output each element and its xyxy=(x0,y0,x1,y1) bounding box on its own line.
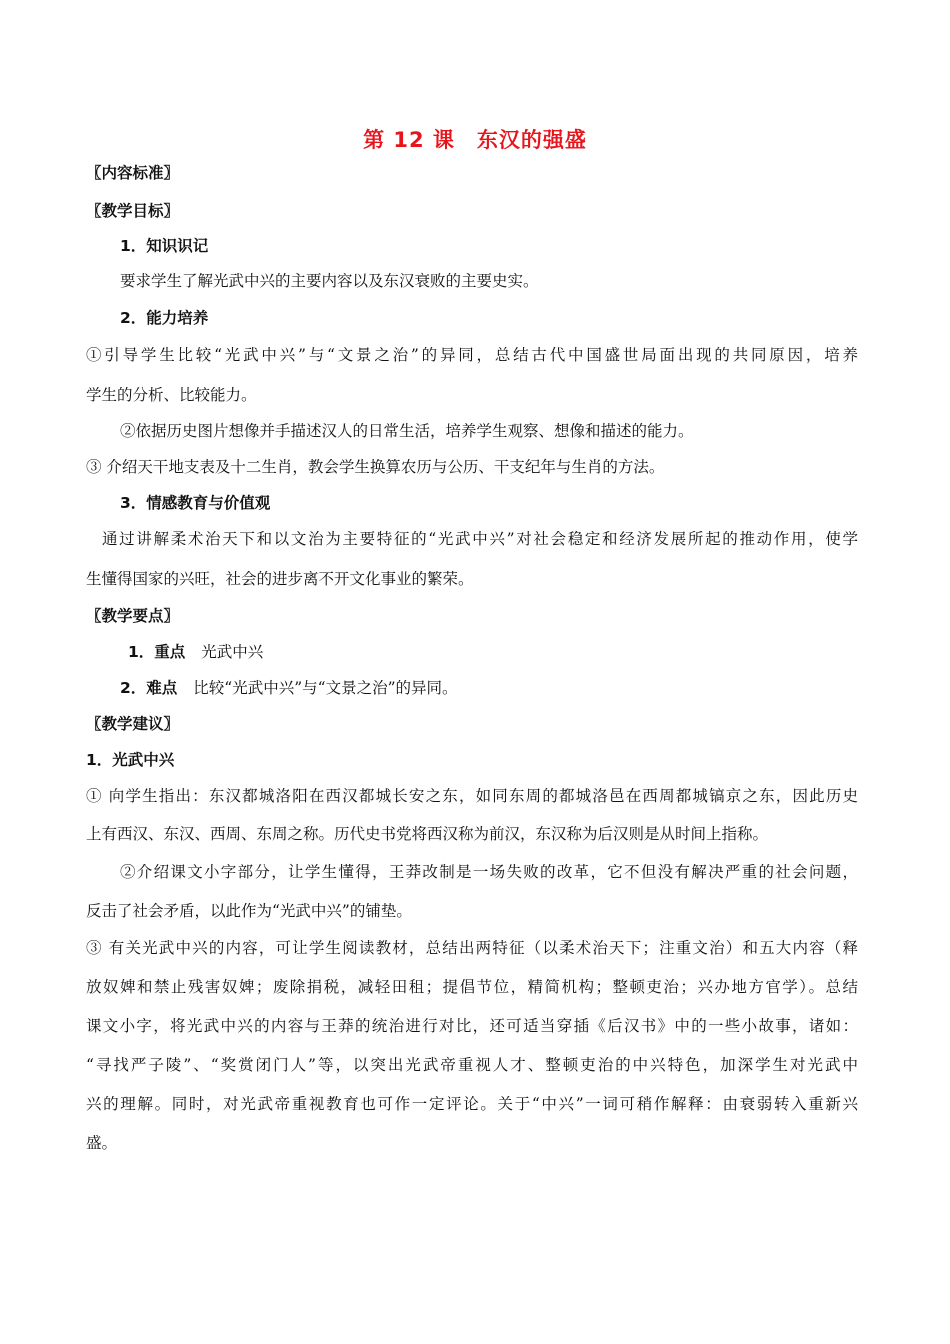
goal-knowledge-text: 要求学生了解光武中兴的主要内容以及东汉衰败的主要史实。 xyxy=(120,272,539,290)
heading-teaching-points: 〖教学要点〗 xyxy=(86,607,180,625)
goal-ability-3: ③ 介绍天干地支表及十二生肖，教会学生换算农历与公历、干支纪年与生肖的方法。 xyxy=(86,458,665,476)
suggestion-p3-line3: 课文小字，将光武中兴的内容与王莽的统治进行对比，还可适当穿插《后汉书》中的一些小故事，诸如： xyxy=(86,1017,858,1035)
goal-emotion-title: 3．情感教育与价值观 xyxy=(120,494,271,512)
point-key-text: 光武中兴 xyxy=(201,643,264,661)
heading-content-standard: 〖内容标准〗 xyxy=(86,164,180,182)
point-difficult xyxy=(120,678,458,698)
goal-ability-title: 2．能力培养 xyxy=(120,309,209,327)
goal-knowledge-title: 1．知识识记 xyxy=(120,237,209,255)
suggestion-p3-line2: 放奴婢和禁止残害奴婢；废除捐税，减轻田租；提倡节位，精简机构；整顿吏治；兴办地方官学）。总结 xyxy=(86,978,858,996)
goal-ability-1-line2: 学生的分析、比较能力。 xyxy=(86,386,257,404)
goal-emotion-line2: 生懂得国家的兴旺，社会的进步离不开文化事业的繁荣。 xyxy=(86,570,474,588)
suggestion-p3-line4: “寻找严子陵”、“奖赏闭门人”等，以突出光武帝重视人才、整顿吏治的中兴特色，加深学生对光武中 xyxy=(86,1056,858,1074)
point-difficult-label: 2．难点 xyxy=(120,679,178,697)
lesson-title: 第 12 课 东汉的强盛 xyxy=(363,128,587,152)
point-key-label: 1．重点 xyxy=(128,643,186,661)
suggestion-p1-line1: ① 向学生指出：东汉都城洛阳在西汉都城长安之东，如同东周的都城洛邑在西周都城镐京之东，因此历史 xyxy=(86,787,858,805)
suggestion-p3-line5: 兴的理解。同时，对光武帝重视教育也可作一定评论。关于“中兴”一词可稍作解释：由衰弱转入重新兴 xyxy=(86,1095,858,1113)
point-difficult-text: 比较“光武中兴”与“文景之治”的异同。 xyxy=(193,679,458,697)
suggestion-p3-line6: 盛。 xyxy=(86,1134,118,1152)
suggestion-p1-line2: 上有西汉、东汉、西周、东周之称。历代史书党将西汉称为前汉，东汉称为后汉则是从时间上指称。 xyxy=(86,825,769,843)
goal-ability-1-line1: ①引导学生比较“光武中兴”与“文景之治”的异同，总结古代中国盛世局面出现的共同原因，培养 xyxy=(86,346,858,364)
goal-ability-2: ②依据历史图片想像并手描述汉人的日常生活，培养学生观察、想像和描述的能力。 xyxy=(120,422,694,440)
point-key xyxy=(128,642,263,662)
heading-teaching-suggestions: 〖教学建议〗 xyxy=(86,715,180,733)
suggestion-p2-line1: ②介绍课文小字部分，让学生懂得，王莽改制是一场失败的改革，它不但没有解决严重的社会问题， xyxy=(120,863,858,881)
heading-teaching-goals: 〖教学目标〗 xyxy=(86,202,180,220)
suggestion-section1-title: 1．光武中兴 xyxy=(86,751,175,769)
goal-emotion-line1: 通过讲解柔术治天下和以文治为主要特征的“光武中兴”对社会稳定和经济发展所起的推动作用，使学 xyxy=(102,530,858,548)
suggestion-p3-line1: ③ 有关光武中兴的内容，可让学生阅读教材，总结出两特征（以柔术治天下；注重文治）和五大内容（释 xyxy=(86,939,858,957)
suggestion-p2-line2: 反击了社会矛盾，以此作为“光武中兴”的铺垫。 xyxy=(86,902,412,920)
